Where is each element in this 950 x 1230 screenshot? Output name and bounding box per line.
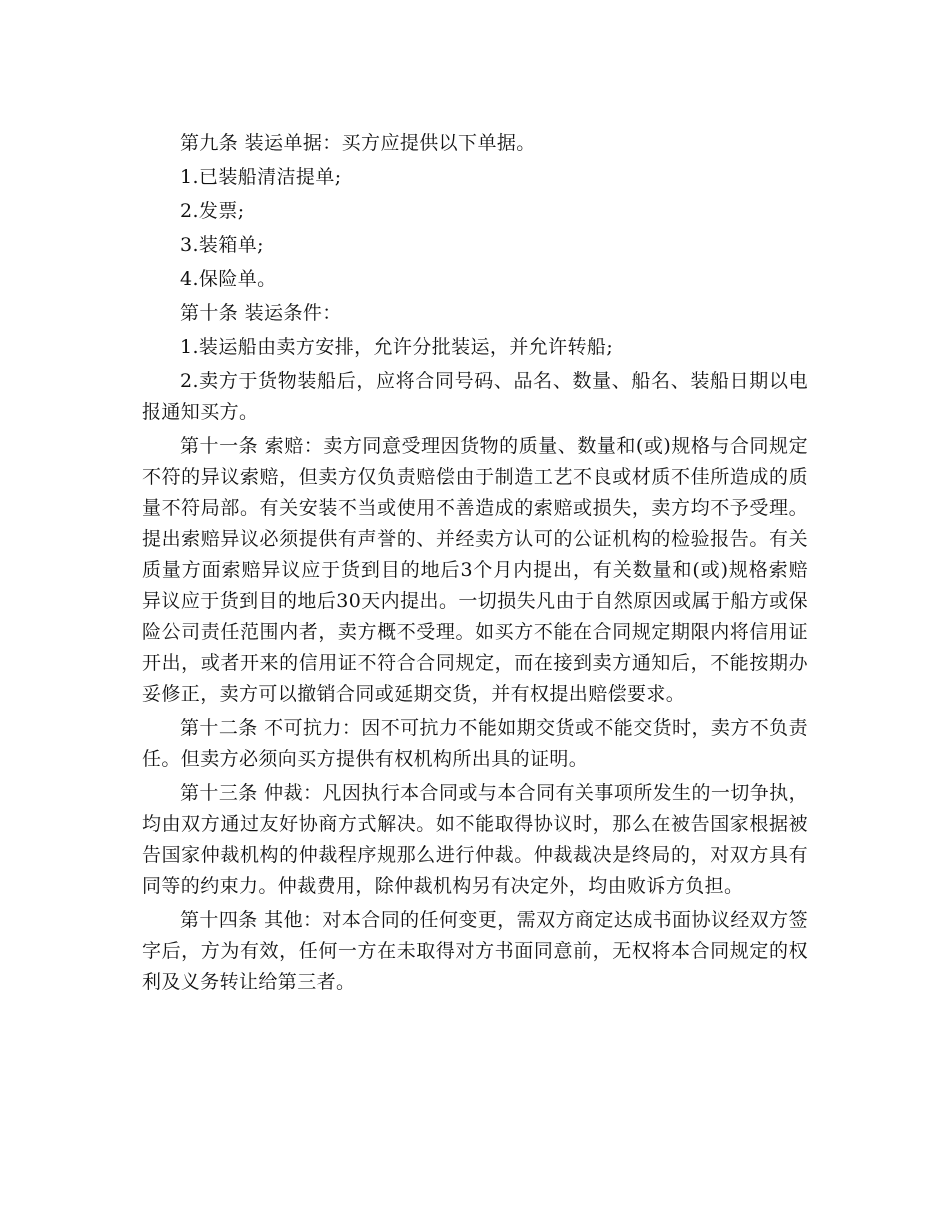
condition-item-2: 2.卖方于货物装船后，应将合同号码、品名、数量、船名、装船日期以电报通知买方。: [142, 370, 808, 423]
document-item-4: 4.保险单。: [180, 268, 277, 290]
document-item-2: 2.发票;: [180, 200, 245, 222]
clause-14-other: 第十四条 其他：对本合同的任何变更，需双方商定达成书面协议经双方签字后，方为有效，任何一方在未取得对方书面同意前，无权将本合同规定的权利及义务转让给第三者。: [142, 909, 808, 993]
clause-9-shipping-documents: 第九条 装运单据：买方应提供以下单据。: [180, 132, 536, 154]
document-item-3: 3.装箱单;: [180, 234, 264, 256]
document-page: [142, 128, 808, 1001]
clause-12-force-majeure: 第十二条 不可抗力：因不可抗力不能如期交货或不能交货时，卖方不负责任。但卖方必须向买方提供有权机构所出具的证明。: [142, 717, 808, 770]
clause-10-shipping-conditions: 第十条 装运条件：: [180, 302, 342, 324]
clause-11-claims: 第十一条 索赔：卖方同意受理因货物的质量、数量和(或)规格与合同规定不符的异议索赔，但卖方仅负责赔偿由于制造工艺不良或材质不佳所造成的质量不符局部。有关安装不当或使用不善造成的索赔或损失，卖方均不予受理。提出索赔异议必须提供有声誉的、并经卖方认可的公证机构的检验报告。有关质量方面索赔异议应于货到目的地后3个月内提出，有关数量和(或)规格索赔异议应于货到目的地后30天内提出。一切损失凡由于自然原因或属于船方或保险公司责任范围内者，卖方概不受理。如买方不能在合同规定期限内将信用证开出，或者开来的信用证不符合合同规定，而在接到卖方通知后，不能按期办妥修正，卖方可以撤销合同或延期交货，并有权提出赔偿要求。: [142, 435, 808, 705]
document-item-1: 1.已装船清洁提单;: [180, 166, 342, 188]
condition-item-1: 1.装运船由卖方安排，允许分批装运，并允许转船;: [180, 336, 614, 358]
clause-13-arbitration: 第十三条 仲裁：凡因执行本合同或与本合同有关事项所发生的一切争执，均由双方通过友好协商方式解决。如不能取得协议时，那么在被告国家根据被告国家仲裁机构的仲裁程序规那么进行仲裁。仲裁裁决是终局的，对双方具有同等的约束力。仲裁费用，除仲裁机构另有决定外，均由败诉方负担。: [142, 782, 808, 897]
